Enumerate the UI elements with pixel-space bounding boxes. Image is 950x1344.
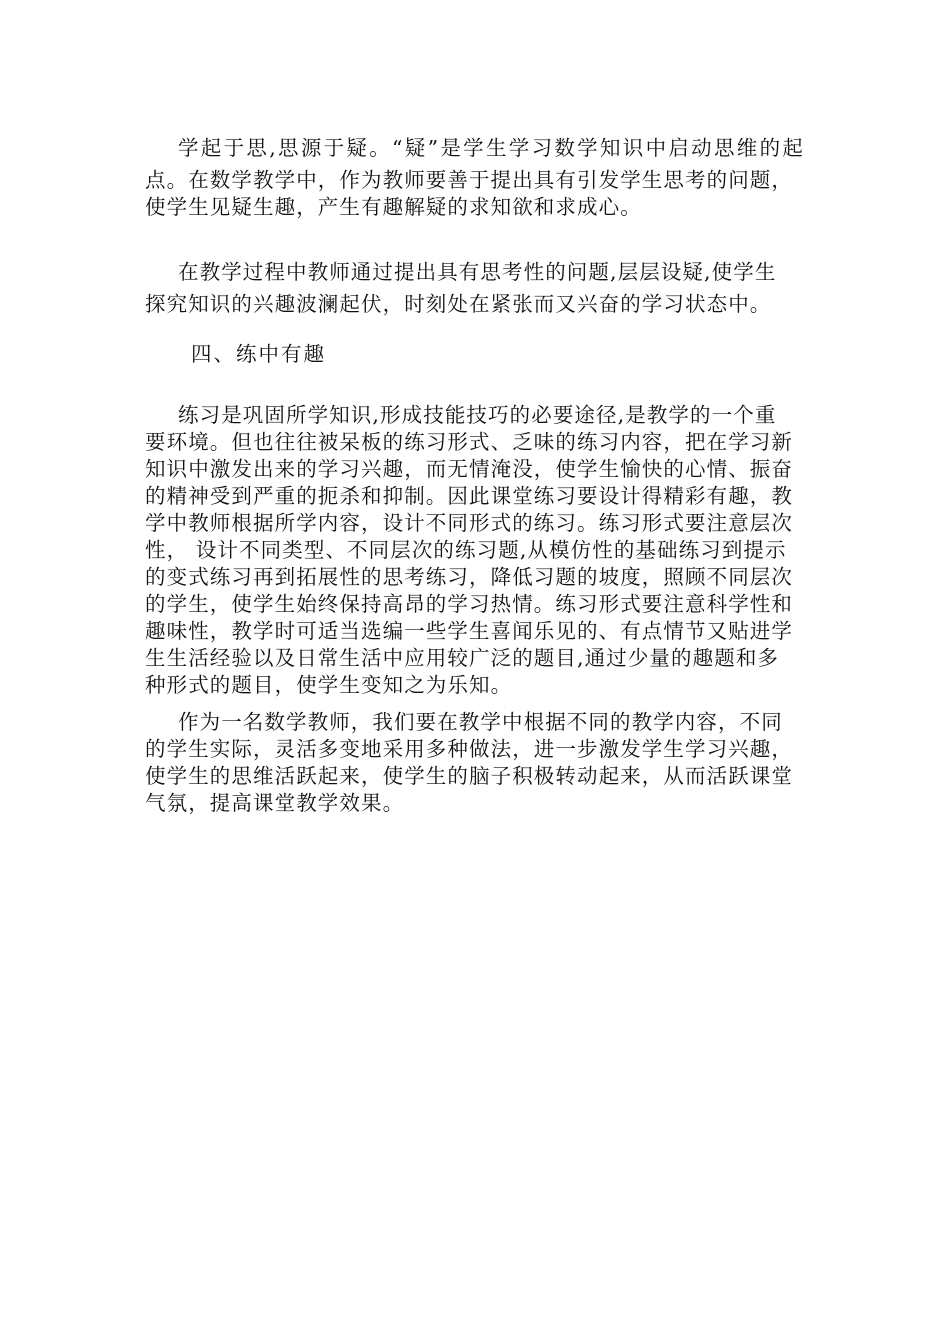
text-line: 使学生见疑生趣，产生有趣解疑的求知欲和求成心。 bbox=[145, 195, 642, 219]
text-line: 种形式的题目，使学生变知之为乐知。 bbox=[145, 673, 513, 697]
section-heading bbox=[145, 341, 807, 368]
text-line: 学中教师根据所学内容，设计不同形式的练习。练习形式要注意层次 bbox=[145, 511, 793, 535]
text-line: 性， 设计不同类型、不同层次的练习题,从模仿性的基础练习到提示 bbox=[145, 538, 787, 562]
text-line: 点。在数学教学中，作为教师要善于提出具有引发学生思考的问题， bbox=[145, 168, 793, 192]
text-line: 要环境。但也往往被呆板的练习形式、乏味的练习内容，把在学习新 bbox=[145, 430, 793, 454]
text-line: 趣味性，教学时可适当选编一些学生喜闻乐见的、有点情节又贴进学 bbox=[145, 619, 793, 643]
text-line: 在教学过程中教师通过提出具有思考性的问题,层层设疑,使学生 bbox=[178, 260, 777, 284]
text-line: 的变式练习再到拓展性的思考练习，降低习题的坡度，照顾不同层次 bbox=[145, 565, 793, 589]
paragraph-teaching-process bbox=[145, 259, 807, 318]
text-line: 知识中激发出来的学习兴趣，而无情淹没，使学生愉快的心情、振奋 bbox=[145, 457, 793, 481]
text-line: 的学生，使学生始终保持高昂的学习热情。练习形式要注意科学性和 bbox=[145, 592, 793, 616]
text-line: 练习是巩固所学知识,形成技能技巧的必要途径,是教学的一个重 bbox=[178, 403, 777, 427]
text-line: 探究知识的兴趣波澜起伏，时刻处在紧张而又兴奋的学习状态中。 bbox=[145, 292, 772, 316]
paragraph-conclusion bbox=[145, 709, 807, 817]
text-line: 的学生实际，灵活多变地采用多种做法，进一步激发学生学习兴趣， bbox=[145, 737, 793, 761]
text-line: 的精神受到严重的扼杀和抑制。因此课堂练习要设计得精彩有趣，教 bbox=[145, 484, 793, 508]
text-line: 使学生的思维活跃起来，使学生的脑子积极转动起来，从而活跃课堂 bbox=[145, 764, 793, 788]
text-line: 学起于思,思源于疑。“疑”是学生学习数学知识中启动思维的起 bbox=[178, 136, 806, 160]
paragraph-practice bbox=[145, 402, 807, 699]
paragraph-questioning bbox=[145, 135, 807, 221]
section-heading-text: 四、练中有趣 bbox=[191, 342, 326, 366]
text-line: 作为一名数学教师，我们要在教学中根据不同的教学内容，不同 bbox=[178, 710, 783, 734]
text-line: 气氛，提高课堂教学效果。 bbox=[145, 791, 405, 815]
text-line: 生生活经验以及日常生活中应用较广泛的题目,通过少量的趣题和多 bbox=[145, 646, 780, 670]
